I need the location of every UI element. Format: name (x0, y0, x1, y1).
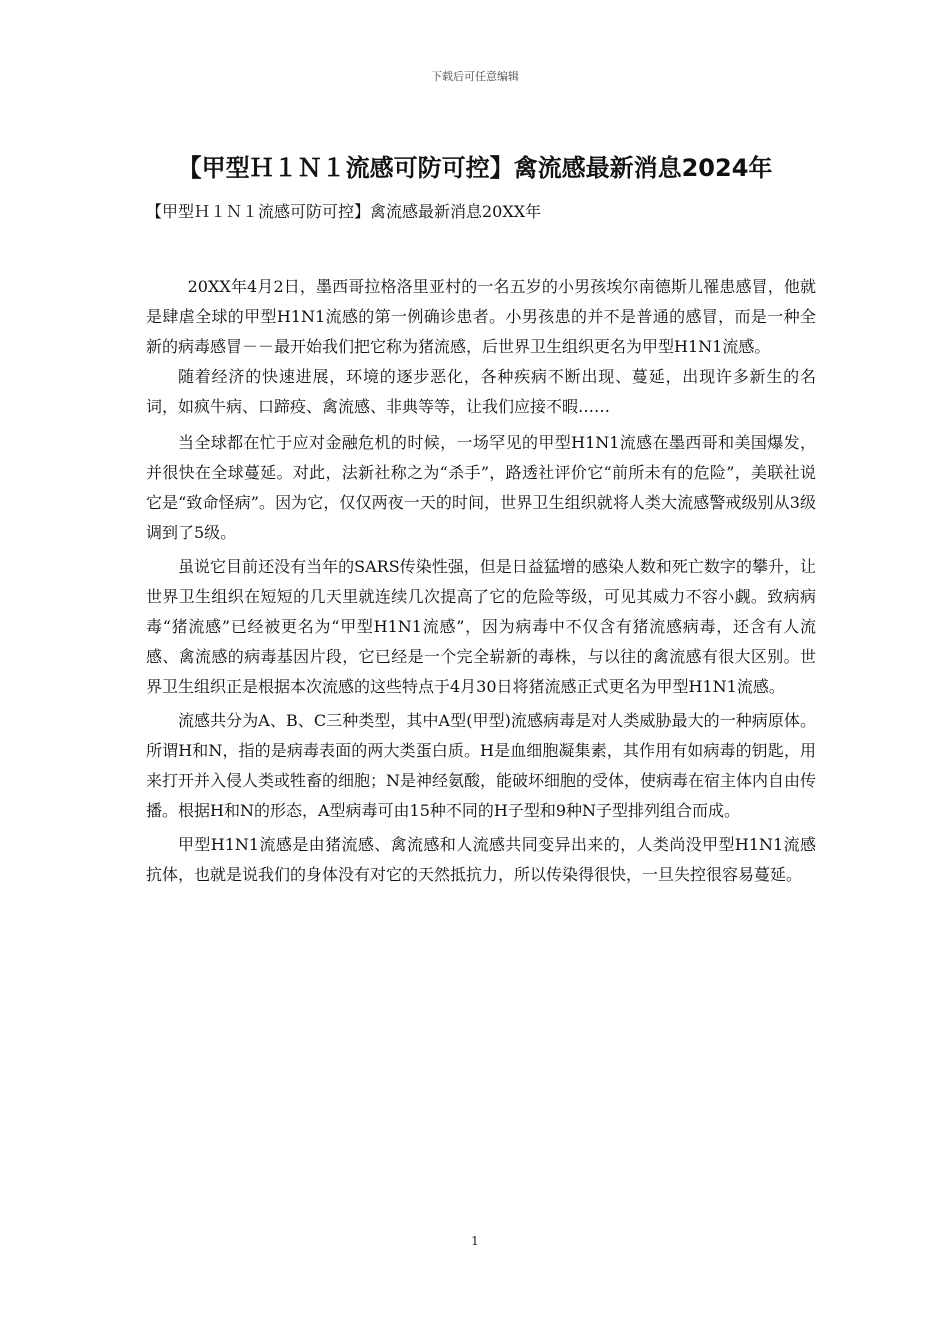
paragraph-3: 当全球都在忙于应对金融危机的时候，一场罕见的甲型H1N1流感在墨西哥和美国爆发，并很快在全球蔓延。对此，法新社称之为“杀手”，路透社评价它“前所未有的危险”，美联社说它是“致命怪病”。因为它，仅仅两夜一天的时间，世界卫生组织就将人类大流感警戒级别从3级调到了5级。 (146, 433, 816, 542)
page-number: 1 (471, 1234, 479, 1248)
paragraph-2: 随着经济的快速进展，环境的逐步恶化，各种疾病不断出现、蔓延，出现许多新生的名词，如疯牛病、口蹄疫、禽流感、非典等等，让我们应接不暇…… (146, 367, 816, 416)
document-subtitle: 【甲型Ｈ１Ｎ１流感可防可控】禽流感最新消息20XX年 (146, 202, 542, 221)
document-title: 【甲型Ｈ１Ｎ１流感可防可控】禽流感最新消息2024年 (177, 154, 773, 182)
paragraph-4: 虽说它目前还没有当年的SARS传染性强，但是日益猛增的感染人数和死亡数字的攀升，让世界卫生组织在短短的几天里就连续几次提高了它的危险等级，可见其威力不容小觑。致病病毒“猪流感”已经被更名为“甲型H1N1流感”，因为病毒中不仅含有猪流感病毒，还含有人流感、禽流感的病毒基因片段，它已经是一个完全崭新的毒株，与以往的禽流感有很大区别。世界卫生组织正是根据本次流感的这些特点于4月30日将猪流感正式更名为甲型H1N1流感。 (146, 557, 816, 696)
paragraph-1: 20XX年4月2日，墨西哥拉格洛里亚村的一名五岁的小男孩埃尔南德斯儿罹患感冒，他就是肆虐全球的甲型H1N1流感的第一例确诊患者。小男孩患的并不是普通的感冒，而是一种全新的病毒感冒－－最开始我们把它称为猪流感，后世界卫生组织更名为甲型H1N1流感。 (146, 277, 816, 356)
paragraph-5: 流感共分为A、B、C三种类型，其中A型(甲型)流感病毒是对人类威胁最大的一种病原体。所谓H和N，指的是病毒表面的两大类蛋白质。H是血细胞凝集素，其作用有如病毒的钥匙，用来打开并入侵人类或牲畜的细胞；N是神经氨酸，能破坏细胞的受体，使病毒在宿主体内自由传播。根据H和N的形态，A型病毒可由15种不同的H子型和9种N子型排列组合而成。 (146, 711, 817, 820)
document-body (146, 272, 816, 890)
paragraph-6: 甲型H1N1流感是由猪流感、禽流感和人流感共同变异出来的，人类尚没甲型H1N1流感抗体，也就是说我们的身体没有对它的天然抵抗力，所以传染得很快，一旦失控很容易蔓延。 (146, 835, 816, 884)
header-note: 下载后可任意编辑 (431, 70, 519, 83)
